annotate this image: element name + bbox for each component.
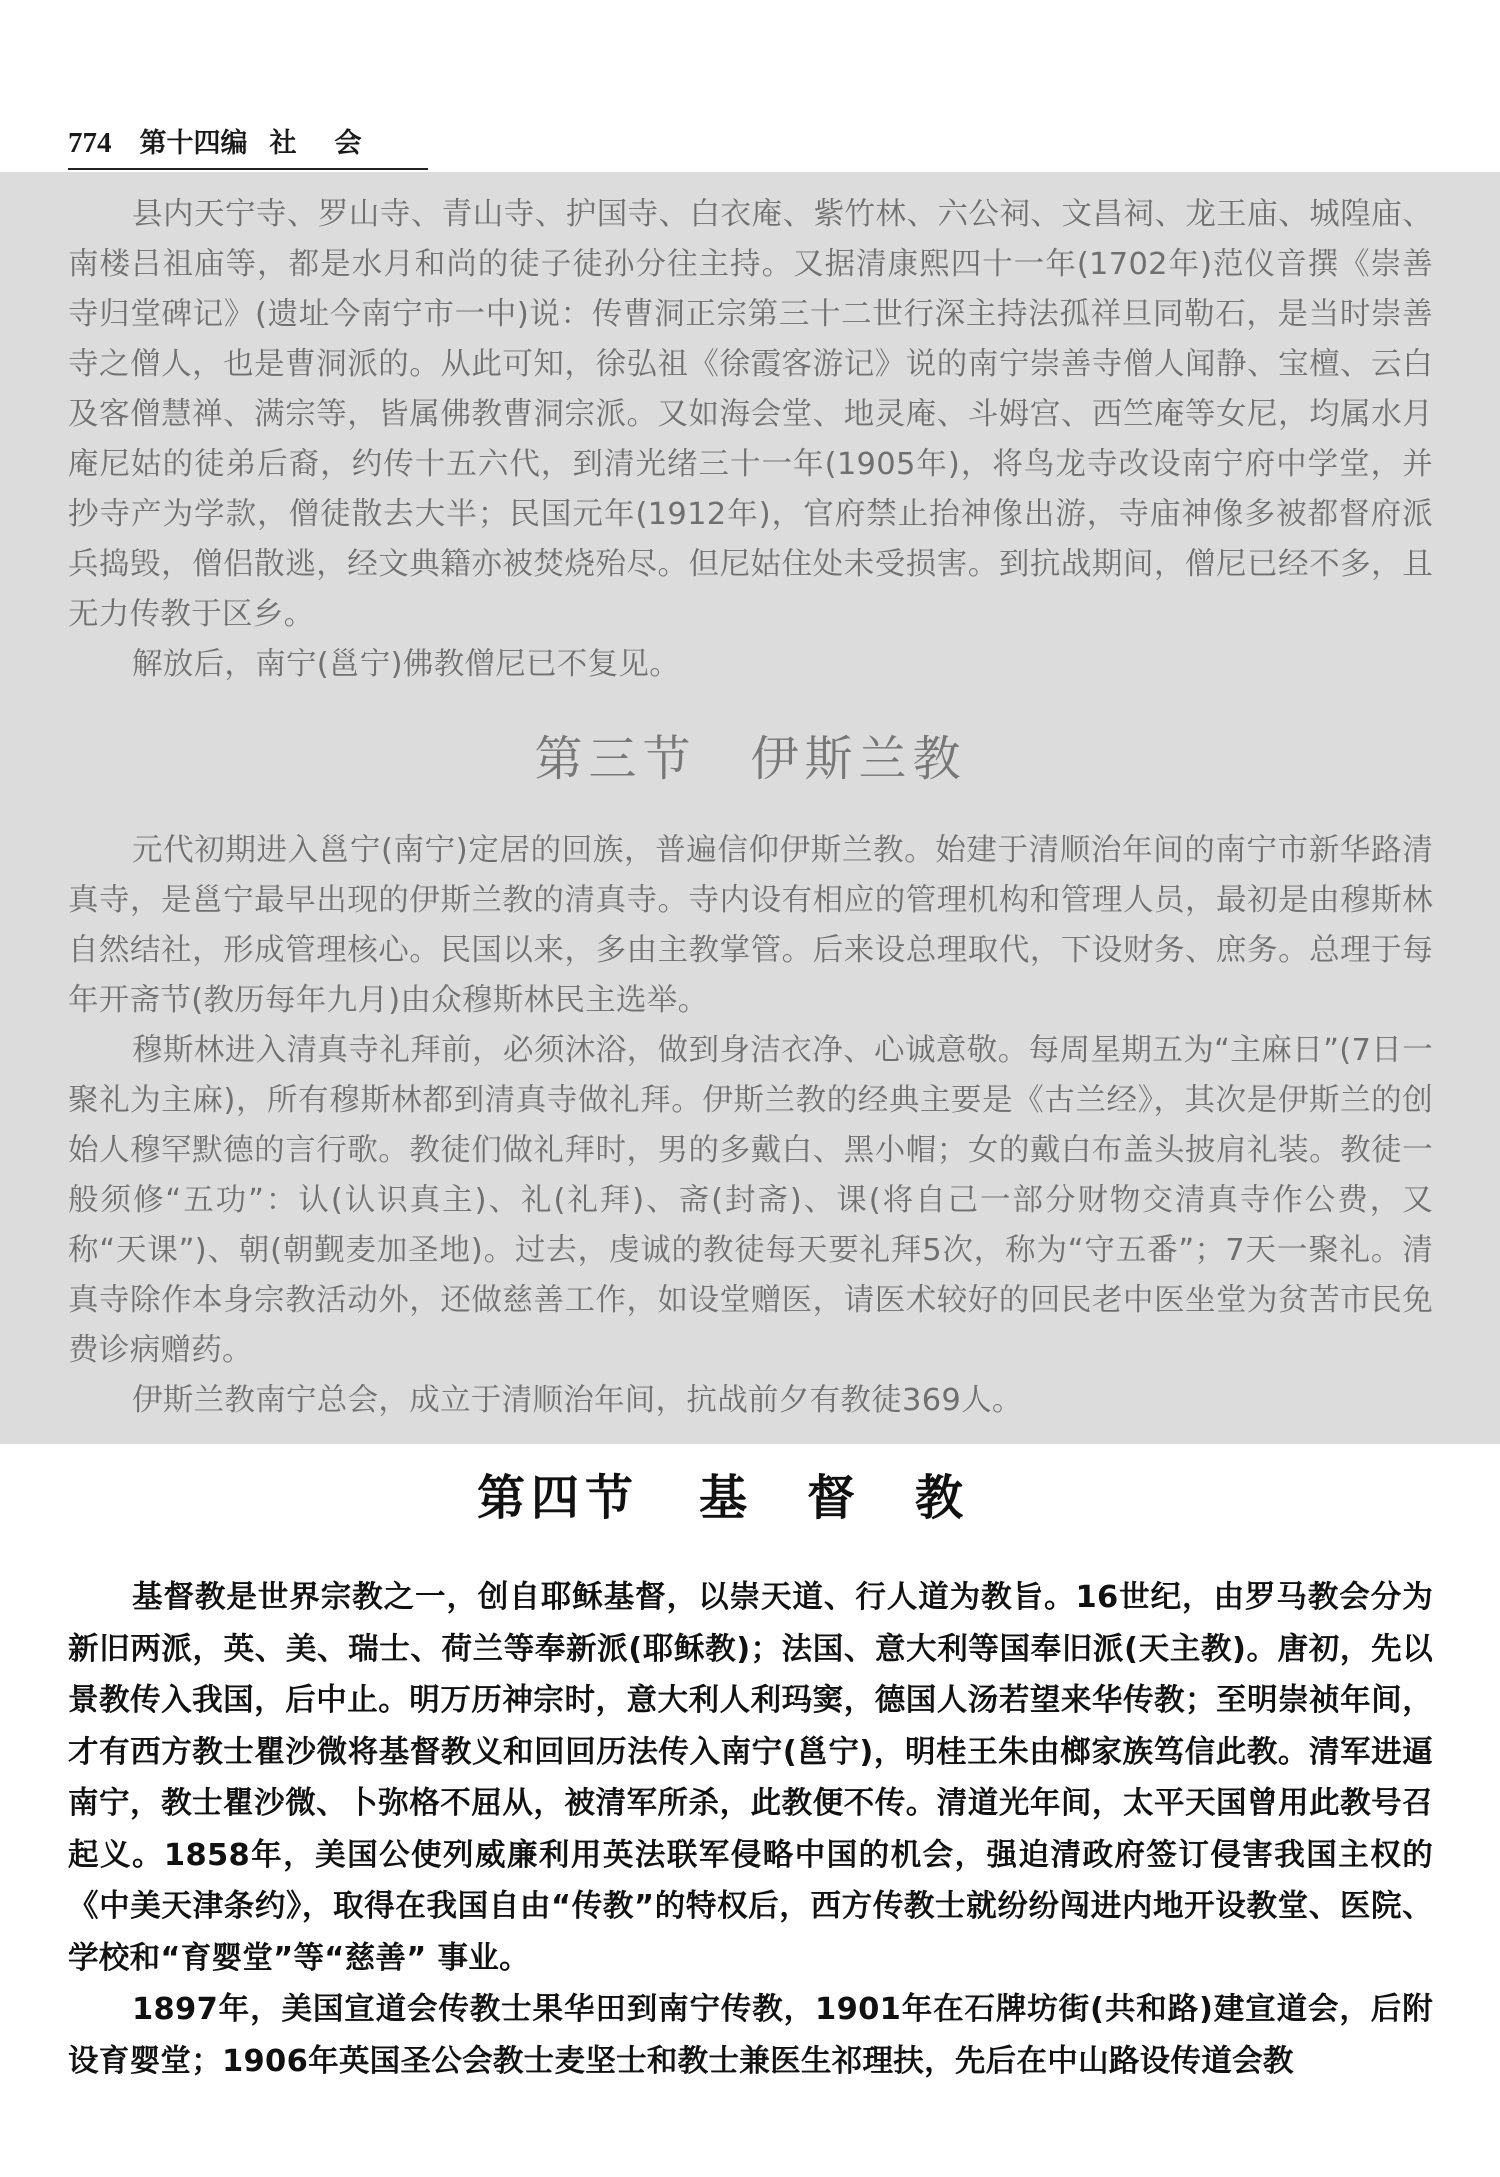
paragraph: 基督教是世界宗教之一，创自耶稣基督，以崇天道、行人道为教旨。16世纪，由罗马教会分为新旧两派，英、美、瑞士、荷兰等奉新派(耶稣教)；法国、意大利等国奉旧派(天主教)。唐初，先以景教传入我国，后中止。明万历神宗时，意大利人利玛窦，德国人汤若望来华传教；至明崇祯年间，才有西方教士瞿沙微将基督教义和回回历法传入南宁(邕宁)，明桂王朱由榔家族笃信此教。清军进逼南宁，教士瞿沙微、卜弥格不屈从，被清军所杀，此教便不传。清道光年间，太平天国曾用此教号召起义。1858年，美国公使列威廉利用英法联军侵略中国的机会，强迫清政府签订侵害我国主权的《中美天津条约》，取得在我国自由“传教”的特权后，西方传教士就纷纷闯进内地开设教堂、医院、学校和“育婴堂”等“慈善” 事业。	[68, 1580, 1433, 1976]
section-heading-christianity	[0, 1462, 1500, 1534]
section-number: 第四节	[476, 1470, 639, 1526]
paragraph: 伊斯兰教南宁总会，成立于清顺治年间，抗战前夕有教徒369人。	[132, 1383, 1023, 1418]
faded-page-region	[0, 172, 1500, 1444]
page-number: 774	[68, 127, 112, 159]
body-text-block	[68, 1572, 1433, 2087]
paragraph: 解放后，南宁(邕宁)佛教僧尼已不复见。	[132, 647, 680, 682]
paragraph: 1897年，美国宣道会传教士果华田到南宁传教，1901年在石牌坊街(共和路)建宣道会，后附设育婴堂；1906年英国圣公会教士麦坚士和教士兼医生祁理扶，先后在中山路设传道会教	[68, 1992, 1433, 2079]
chapter-title-char-1: 社	[269, 128, 297, 159]
paragraph: 穆斯林进入清真寺礼拜前，必须沐浴，做到身洁衣净、心诚意敬。每周星期五为“主麻日”(7日一聚礼为主麻)，所有穆斯林都到清真寺做礼拜。伊斯兰教的经典主要是《古兰经》，其次是伊斯兰的创始人穆罕默德的言行歌。教徒们做礼拜时，男的多戴白、黑小帽；女的戴白布盖头披肩礼装。教徒一般须修“五功”：认(认识真主)、礼(礼拜)、斋(封斋)、课(将自己一部分财物交清真寺作公费，又称“天课”)、朝(朝觐麦加圣地)。过去，虔诚的教徒每天要礼拜5次，称为“守五番”；7天一聚礼。清真寺除作本身宗教活动外，还做慈善工作，如设堂赠医，请医术较好的回民老中医坐堂为贫苦市民免费诊病赠药。	[68, 1033, 1433, 1368]
section-title: 基督教	[699, 1470, 1024, 1526]
book-title: 第十四编	[139, 128, 248, 159]
faded-text-block	[68, 190, 1433, 1426]
paragraph: 元代初期进入邕宁(南宁)定居的回族，普遍信仰伊斯兰教。始建于清顺治年间的南宁市新华路清真寺，是邕宁最早出现的伊斯兰教的清真寺。寺内设有相应的管理机构和管理人员，最初是由穆斯林自然结社，形成管理核心。民国以来，多由主教掌管。后来设总理取代，下设财务、庶务。总理于每年开斋节(教历每年九月)由众穆斯林民主选举。	[68, 833, 1433, 1018]
chapter-title-char-2: 会	[334, 128, 362, 159]
section-heading-islam: 第三节 伊斯兰教	[534, 731, 967, 787]
paragraph: 县内天宁寺、罗山寺、青山寺、护国寺、白衣庵、紫竹林、六公祠、文昌祠、龙王庙、城隍庙、南楼吕祖庙等，都是水月和尚的徒子徒孙分往主持。又据清康熙四十一年(1702年)范仪音撰《崇善寺归堂碑记》(遗址今南宁市一中)说：传曹洞正宗第三十二世行深主持法孤祥旦同勒石，是当时崇善寺之僧人，也是曹洞派的。从此可知，徐弘祖《徐霞客游记》说的南宁崇善寺僧人闻静、宝檀、云白及客僧慧禅、满宗等，皆属佛教曹洞宗派。又如海会堂、地灵庵、斗姆宫、西竺庵等女尼，均属水月庵尼姑的徒弟后裔，约传十五六代，到清光绪三十一年(1905年)，将鸟龙寺改设南宁府中学堂，并抄寺产为学款，僧徒散去大半；民国元年(1912年)，官府禁止抬神像出游，寺庙神像多被都督府派兵捣毁，僧侣散逃，经文典籍亦被焚烧殆尽。但尼姑住处未受损害。到抗战期间，僧尼已经不多，且无力传教于区乡。	[68, 197, 1433, 632]
running-head	[68, 120, 428, 170]
